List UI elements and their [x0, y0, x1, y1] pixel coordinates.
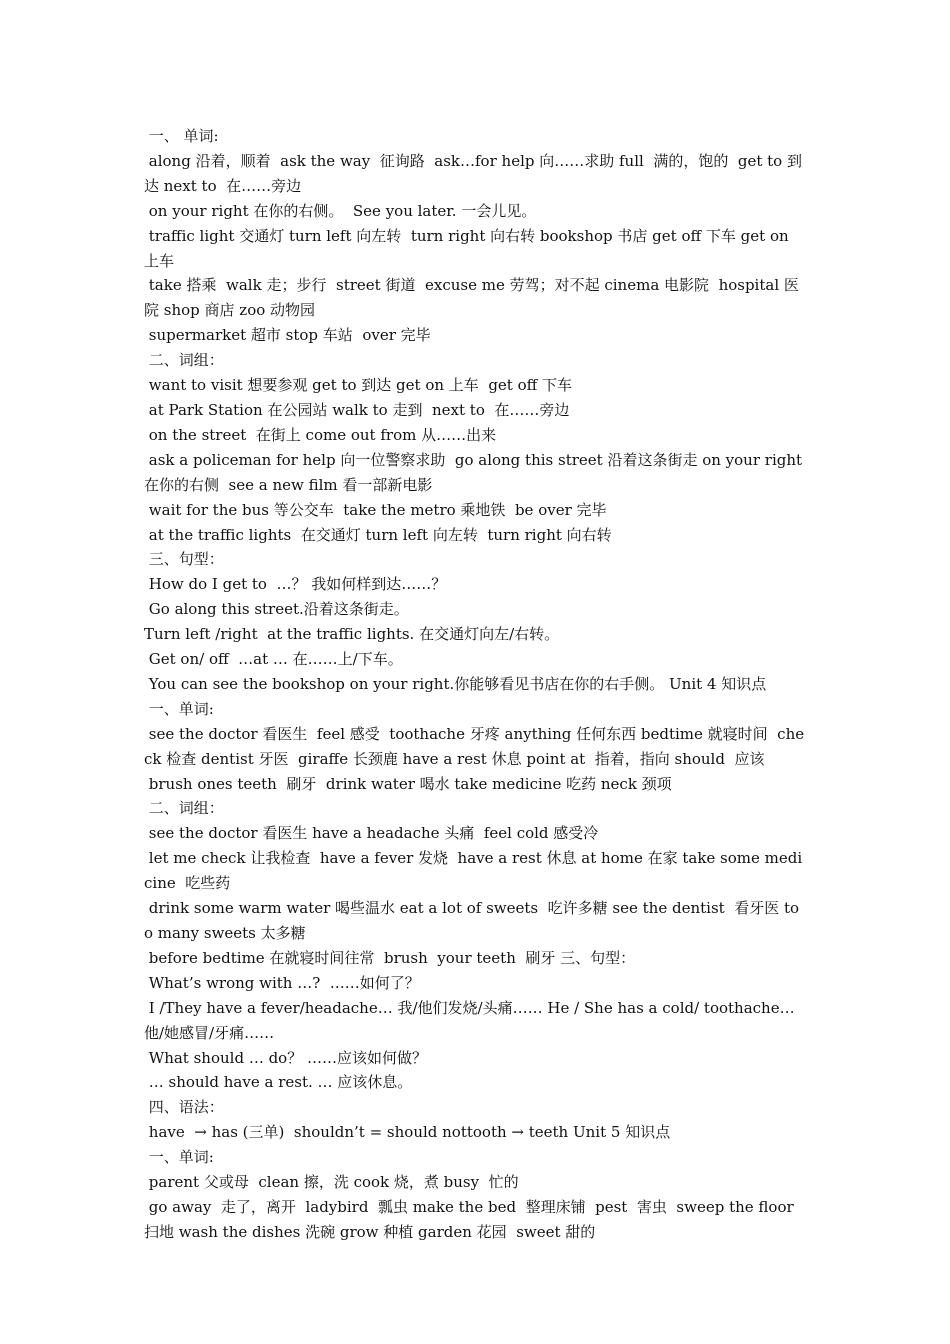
- text-line: want to visit 想要参观 get to 到达 get on 上车 get off 下车: [144, 376, 573, 395]
- text-line: What should … do？ ……应该如何做？: [144, 1048, 427, 1067]
- text-line: brush ones teeth 刷牙 drink water 喝水 take medicine 吃药 neck 颈项: [144, 774, 672, 793]
- text-line: I /They have a fever/headache… 我/他们发烧/头痛…… He / She has a cold/ toothache… 他/她感冒/牙痛……: [144, 998, 805, 1042]
- text-line: wait for the bus 等公交车 take the metro 乘地铁 be over 完毕: [144, 500, 607, 519]
- text-line: What’s wrong with …? ……如何了？: [144, 973, 420, 992]
- text-line: have → has (三单) shouldn’t = should nottooth → teeth Unit 5 知识点: [144, 1123, 671, 1142]
- text-line: along 沿着，顺着 ask the way 征询路 ask…for help 向……求助 full 满的，饱的 get to 到达 next to 在……旁边: [144, 151, 802, 195]
- text-line: see the doctor 看医生 feel 感受 toothache 牙疼 anything 任何东西 bedtime 就寝时间 check 检查 dentist 牙医 giraffe 长颈鹿 have a rest 休息 point at 指着，指向 should 应该: [144, 724, 805, 768]
- section-heading-phrases-1: 二、词组：: [144, 351, 224, 370]
- text-line: Turn left /right at the traffic lights. 在交通灯向左/右转。: [144, 625, 560, 644]
- section-heading-grammar: 四、语法：: [144, 1098, 224, 1117]
- document-body: [144, 124, 808, 1245]
- text-line: ask a policeman for help 向一位警察求助 go along this street 沿着这条街走 on your right 在你的右侧 see a new film 看一部新电影: [144, 450, 807, 494]
- text-line: … should have a rest. … 应该休息。: [144, 1073, 413, 1092]
- text-line: Get on/ off …at … 在……上/下车。: [144, 650, 403, 669]
- text-line: let me check 让我检查 have a fever 发烧 have a rest 休息 at home 在家 take some medicine 吃些药: [144, 849, 803, 893]
- section-heading-words-2: 一、单词:: [144, 699, 214, 718]
- text-line: parent 父或母 clean 擦，洗 cook 烧，煮 busy 忙的: [144, 1173, 519, 1192]
- text-line: drink some warm water 喝些温水 eat a lot of sweets 吃许多糖 see the dentist 看牙医 too many sweets 太多糖: [144, 899, 800, 942]
- text-line: at the traffic lights 在交通灯 turn left 向左转 turn right 向右转: [144, 525, 612, 544]
- text-line: at Park Station 在公园站 walk to 走到 next to 在……旁边: [144, 400, 570, 419]
- text-line: see the doctor 看医生 have a headache 头痛 feel cold 感受冷: [144, 824, 599, 843]
- section-heading-sentences-1: 三、句型：: [144, 550, 224, 569]
- section-heading-words-1: 一、 单词:: [144, 127, 219, 145]
- text-line: take 搭乘 walk 走；步行 street 街道 excuse me 劳驾；对不起 cinema 电影院 hospital 医院 shop 商店 zoo 动物园: [144, 276, 799, 320]
- text-line: How do I get to …？ 我如何样到达……？: [144, 575, 447, 594]
- text-line: go away 走了，离开 ladybird 瓢虫 make the bed 整理床铺 pest 害虫 sweep the floor 扫地 wash the dishes 洗碗 grow 种植 garden 花园 sweet 甜的: [144, 1197, 804, 1241]
- text-line: traffic light 交通灯 turn left 向左转 turn right 向右转 bookshop 书店 get off 下车 get on 上车: [144, 226, 794, 270]
- text-line: You can see the bookshop on your right.你能够看见书店在你的右手侧。 Unit 4 知识点: [144, 674, 767, 693]
- text-line: on your right 在你的右侧。 See you later. 一会儿见。: [144, 201, 537, 220]
- section-heading-phrases-2: 二、词组：: [144, 799, 224, 818]
- text-line: Go along this street.沿着这条街走。: [144, 600, 409, 619]
- text-line: on the street 在街上 come out from 从……出来: [144, 425, 497, 444]
- text-line: before bedtime 在就寝时间往常 brush your teeth 刷牙 三、句型：: [144, 948, 636, 967]
- text-line: supermarket 超市 stop 车站 over 完毕: [144, 326, 431, 345]
- section-heading-words-3: 一、单词:: [144, 1148, 214, 1167]
